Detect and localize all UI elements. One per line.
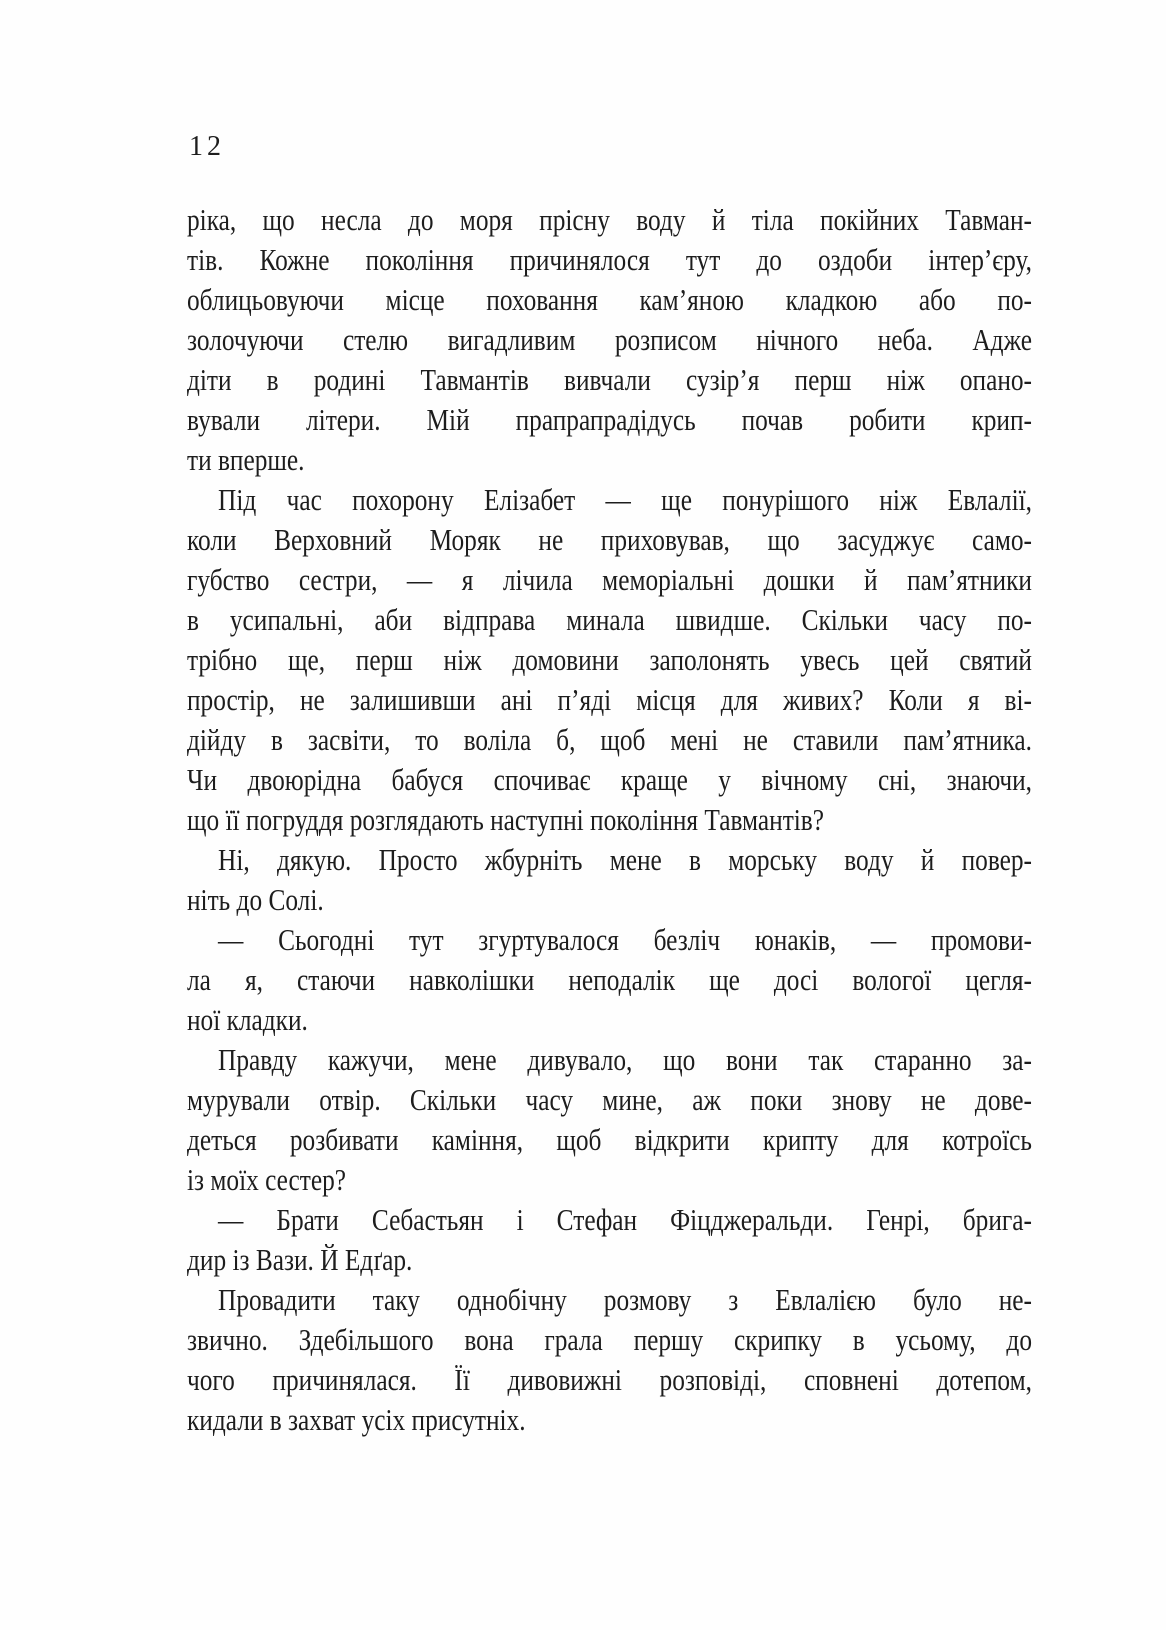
page-number: 12 (189, 131, 225, 162)
text-line: облицьовуючи місце поховання кам’яною кладкою або по- (187, 282, 1032, 317)
text-line: що її погруддя розглядають наступні покоління Тавмантів? (187, 802, 825, 837)
text-line: ріка, що несла до моря прісну воду й тіла покійних Тавман- (187, 202, 1032, 237)
text-line: Ні, дякую. Просто жбурніть мене в морську воду й повер- (218, 842, 1032, 877)
text-line: дир із Вази. Й Едґар. (187, 1242, 413, 1277)
text-line: коли Верховний Моряк не приховував, що засуджує само- (187, 522, 1032, 557)
text-line: трібно ще, перш ніж домовини заполонять увесь цей святий (187, 642, 1032, 677)
text-line: із моїх сестер? (187, 1162, 347, 1197)
text-line: золочуючи стелю вигадливим розписом нічного неба. Адже (187, 322, 1032, 357)
body-text (187, 200, 1032, 1440)
text-line: — Брати Себастьян і Стефан Фіцджеральди. Генрі, брига- (218, 1202, 1032, 1237)
text-line: в усипальні, аби відправа минала швидше. Скільки часу по- (187, 602, 1032, 637)
text-line: звично. Здебільшого вона грала першу скрипку в усьому, до (187, 1322, 1032, 1357)
text-line: ла я, стаючи навколішки неподалік ще досі вологої цегля- (187, 962, 1032, 997)
text-line: деться розбивати каміння, щоб відкрити крипту для котроїсь (187, 1122, 1032, 1157)
text-line: Під час похорону Елізабет — ще понурішого ніж Евлалії, (218, 482, 1032, 517)
text-line: губство сестри, — я лічила меморіальні дошки й пам’ятники (187, 562, 1032, 597)
text-line: Провадити таку однобічну розмову з Евлалією було не- (218, 1282, 1032, 1317)
text-line: — Сьогодні тут згуртувалося безліч юнаків, — промови- (218, 922, 1032, 957)
text-line: простір, не залишивши ані п’яді місця для живих? Коли я ві- (187, 682, 1032, 717)
text-line: дійду в засвіти, то воліла б, щоб мені не ставили пам’ятника. (187, 722, 1032, 757)
text-line: мурували отвір. Скільки часу мине, аж поки знову не дове- (187, 1082, 1032, 1117)
text-line: Чи двоюрідна бабуся спочиває краще у вічному сні, знаючи, (187, 762, 1032, 797)
text-line: чого причинялася. Її дивовижні розповіді, сповнені дотепом, (187, 1362, 1032, 1397)
text-line: ної кладки. (187, 1002, 308, 1037)
text-line: ти вперше. (187, 442, 305, 477)
text-line: діти в родині Тавмантів вивчали сузір’я перш ніж опано- (187, 362, 1032, 397)
text-line: вували літери. Мій прапрапрадідусь почав робити крип- (187, 402, 1032, 437)
text-line: кидали в захват усіх присутніх. (187, 1402, 526, 1437)
text-line: ніть до Солі. (187, 882, 324, 917)
text-line: Правду кажучи, мене дивувало, що вони так старанно за- (218, 1042, 1032, 1077)
text-line: тів. Кожне покоління причинялося тут до оздоби інтер’єру, (187, 242, 1032, 277)
